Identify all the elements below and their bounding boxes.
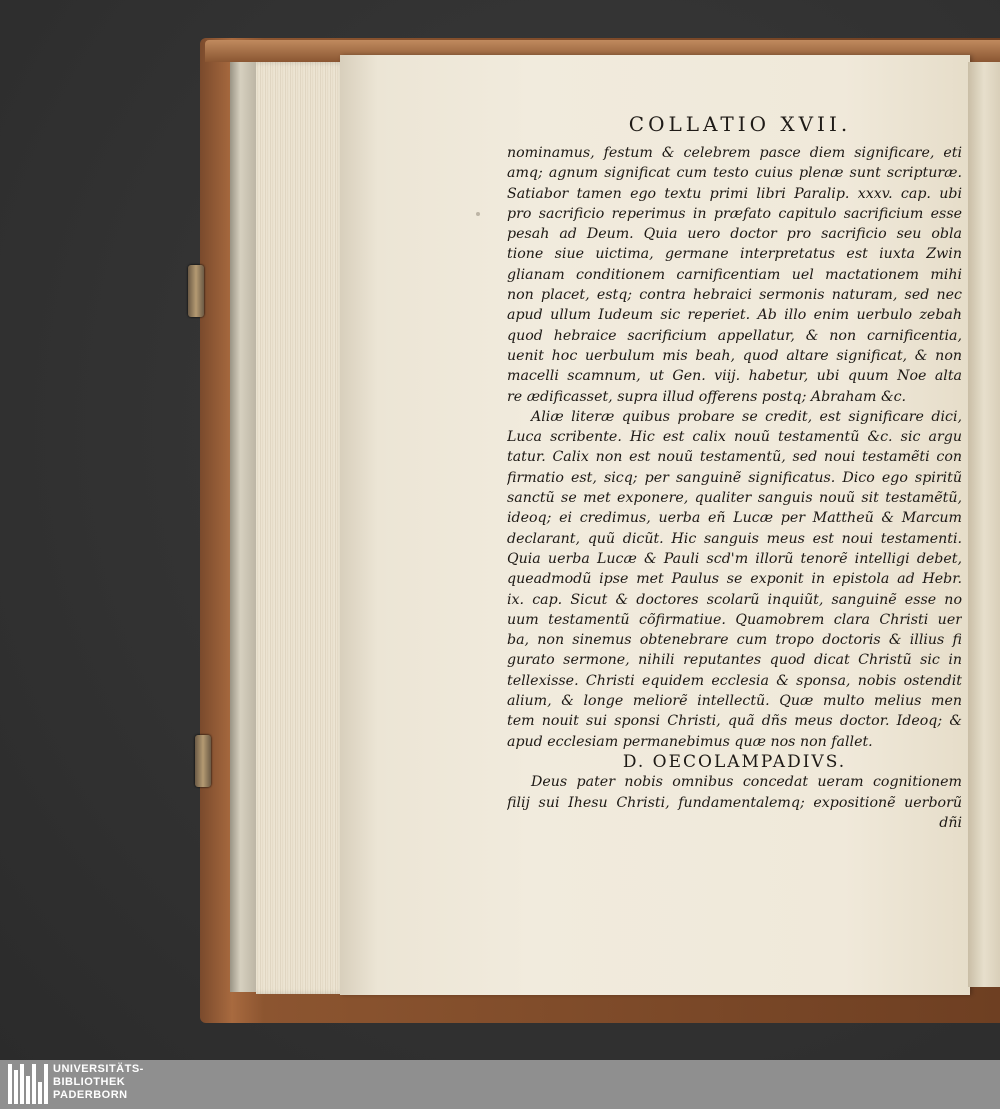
text-line: uenit hoc uerbulum mis beah, quod altare significat, & non: [507, 347, 962, 364]
speaker-heading: D. OECOLAMPADIVS.: [622, 751, 847, 772]
library-footer: [0, 1060, 1000, 1109]
clasp-upper: [188, 265, 204, 317]
paper-speck: [476, 212, 480, 216]
library-logo-icon: [8, 1064, 48, 1104]
text-line: Aliæ literæ quibus probare se credit, est significare dici,: [531, 408, 962, 425]
text-line: pesah ad Deum. Quia uero doctor pro sacrificio seu obla: [507, 226, 962, 243]
page-text-block: [507, 143, 962, 833]
text-line: nominamus, festum & celebrem pasce diem significare, eti: [507, 145, 962, 161]
text-line: quod hebraice sacrificium appellatur, & non carnificentia,: [507, 327, 962, 344]
running-head: COLLATIO XVII.: [628, 112, 852, 136]
text-line: ideoq; ei credimus, uerba eñ Lucæ per Mattheũ & Marcum: [507, 510, 962, 527]
text-line: glianam conditionem carnificentiam uel mactationem mihi: [507, 266, 962, 283]
text-line: Quia uerba Lucæ & Pauli scd'm illorũ tenorẽ intelligi debet,: [507, 550, 962, 567]
text-line: tione siue uictima, germane interpretatus est iuxta Zwin: [507, 246, 962, 263]
text-line: sanctũ se met exponere, qualiter sanguis nouũ sit testamẽtũ,: [507, 490, 962, 507]
library-name: [53, 1063, 144, 1102]
clasp-lower: [195, 735, 211, 787]
text-line: alium, & longe meliorẽ intellectũ. Quæ multo melius men: [507, 693, 962, 710]
text-line: gurato sermone, nihili reputantes quod dicat Christũ sic in: [507, 652, 962, 669]
text-line: tem nouit sui sponsi Christi, quã dñs meus doctor. Ideoq; &: [507, 713, 962, 730]
text-line: declarant, quũ dicũt. Hic sanguis meus est noui testamenti.: [507, 530, 962, 547]
text-line: apud ullum Iudeum sic reperiet. Ab illo enim uerbulo zebah: [507, 307, 962, 324]
text-line: pro sacrificio reperimus in præfato capitulo sacrificium esse: [507, 205, 962, 222]
page-edge-stack: [256, 62, 352, 994]
text-line: Deus pater nobis omnibus concedat ueram cognitionem: [531, 774, 962, 791]
text-line: firmatio est, sicq; per sanguinẽ significatus. Dico ego spiritũ: [507, 469, 962, 486]
next-page-edge: [968, 62, 1000, 987]
library-name-line2: BIBLIOTHEK: [53, 1076, 126, 1088]
text-line: Luca scribente. Hic est calix nouũ testamentũ &c. sic argu: [507, 429, 962, 446]
text-line: dñi: [939, 814, 962, 831]
text-line: re ædificasset, supra illud offerens postq; Abraham &c.: [507, 388, 907, 405]
library-name-line3: PADERBORN: [53, 1089, 128, 1101]
text-line: ix. cap. Sicut & doctores scolarũ inquiũt, sanguinẽ esse no: [507, 591, 962, 608]
text-line: ba, non sinemus obtenebrare cum tropo doctoris & illius fi: [507, 632, 962, 649]
text-line: queadmodũ ipse met Paulus se exponit in epistola ad Hebr.: [507, 571, 962, 588]
text-line: apud ecclesiam permanebimus quæ nos non fallet.: [507, 733, 873, 750]
text-line: amq; agnum significat cum testo cuius plenæ sunt scripturæ.: [507, 165, 962, 182]
library-name-line1: UNIVERSITÄTS-: [53, 1063, 144, 1075]
text-line: filij sui Ihesu Christi, fundamentalemq; expositionẽ uerborũ: [507, 794, 962, 811]
text-line: tatur. Calix non est nouũ testamentũ, sed noui testamẽti con: [507, 449, 962, 466]
text-line: non placet, estq; contra hebraici sermonis naturam, sed nec: [507, 287, 962, 304]
spine-strip: [230, 62, 256, 992]
text-line: macelli scamnum, ut Gen. viij. habetur, ubi quum Noe alta: [507, 368, 962, 385]
text-line: tellexisse. Christi equidem ecclesia & sponsa, nobis ostendit: [507, 672, 962, 689]
text-line: Satiabor tamen ego textu primi libri Paralip. xxxv. cap. ubi: [507, 185, 962, 202]
text-line: uum testamentũ cõfirmatiue. Quamobrem clara Christi uer: [507, 611, 962, 628]
